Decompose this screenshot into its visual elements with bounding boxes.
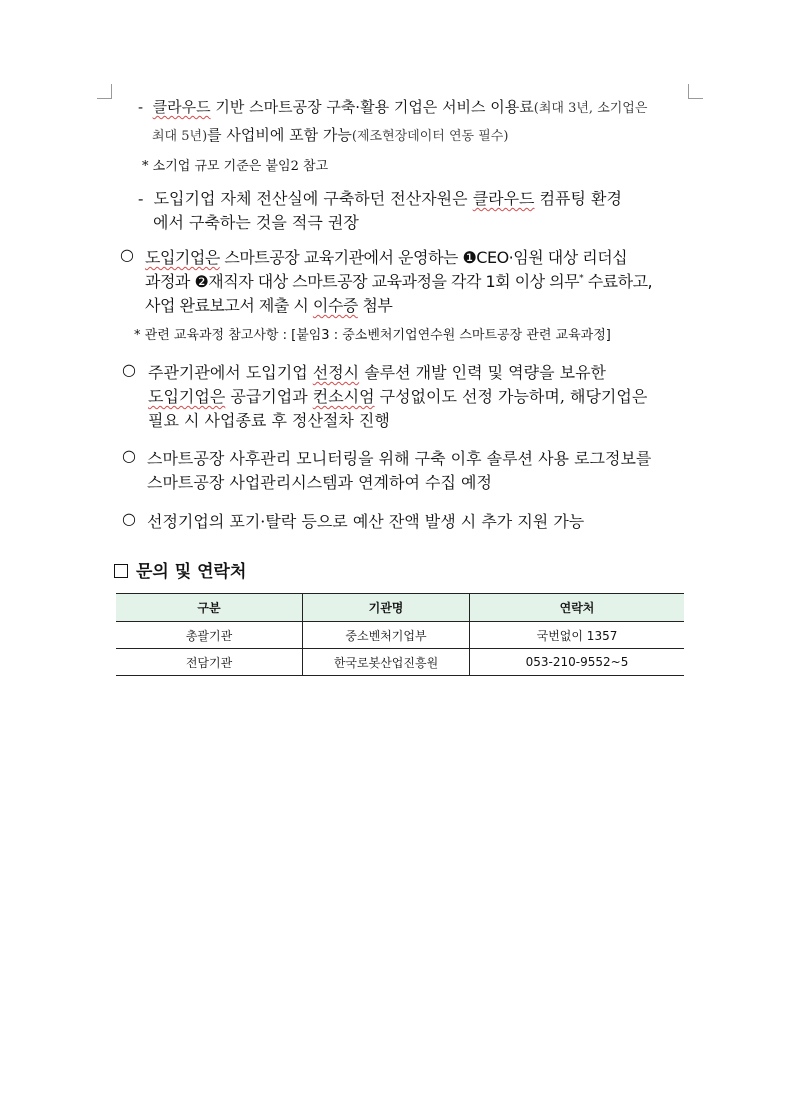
page-corner-mark-left	[97, 84, 112, 99]
table-row	[116, 622, 684, 649]
table-cell: 전담기관	[116, 649, 303, 676]
monitoring-bullet: ○	[122, 446, 136, 465]
table-cell: 한국로봇산업진흥원	[303, 649, 470, 676]
checkbox-square-icon	[114, 564, 128, 578]
monitoring-line-2: 스마트공장 사업관리시스템과 연계하여 수집 예정	[147, 473, 492, 492]
budget-bullet: ○	[122, 509, 136, 528]
host-selection-line-2: 도입기업은 공급기업과 컨소시엄 구성없이도 선정 가능하며, 해당기업은	[148, 387, 648, 406]
budget-line-1: 선정기업의 포기·탈락 등으로 예산 잔액 발생 시 추가 지원 가능	[147, 512, 585, 531]
contact-section-heading	[114, 557, 246, 582]
table-cell: 053-210-9552~5	[470, 649, 685, 676]
table-cell: 중소벤처기업부	[303, 622, 470, 649]
column-header-category: 구분	[116, 594, 303, 622]
cloud-service-fee-line-2: 최대 5년)를 사업비에 포함 가능(제조현장데이터 연동 필수)	[152, 126, 509, 144]
column-header-contact: 연락처	[470, 594, 685, 622]
table-cell: 총괄기관	[116, 622, 303, 649]
host-selection-line-3: 필요 시 사업종료 후 정산절차 진행	[148, 411, 390, 430]
cloud-recommend-line-1: - 도입기업 자체 전산실에 구축하던 전산자원은 클라우드 컴퓨팅 환경	[138, 189, 622, 208]
column-header-organization: 기관명	[303, 594, 470, 622]
education-line-2: 과정과 ❷재직자 대상 스마트공장 교육과정을 각각 1회 이상 의무* 수료하고,	[145, 272, 653, 291]
host-selection-bullet: ○	[122, 360, 136, 379]
host-selection-line-1: 주관기관에서 도입기업 선정시 솔루션 개발 인력 및 역량을 보유한	[148, 363, 607, 382]
contact-table	[116, 593, 684, 676]
small-business-note: * 소기업 규모 기준은 붙임2 참고	[142, 159, 329, 174]
monitoring-line-1: 스마트공장 사후관리 모니터링을 위해 구축 이후 솔루션 사용 로그정보를	[147, 449, 652, 468]
cloud-service-fee-line-1: - 클라우드 기반 스마트공장 구축·활용 기업은 서비스 이용료(최대 3년, 소기업은	[138, 98, 648, 116]
cloud-recommend-line-2: 에서 구축하는 것을 적극 권장	[153, 213, 359, 232]
table-header-row	[116, 594, 684, 622]
education-line-1: 도입기업은 스마트공장 교육기관에서 운영하는 ❶CEO·임원 대상 리더십	[145, 248, 628, 267]
table-cell: 국번없이 1357	[470, 622, 685, 649]
education-reference-note: * 관련 교육과정 참고사항 : [붙임3 : 중소벤처기업연수원 스마트공장 관련 교육과정]	[134, 328, 611, 343]
contact-section-title: 문의 및 연락처	[136, 562, 247, 582]
education-line-3: 사업 완료보고서 제출 시 이수증 첨부	[145, 296, 393, 315]
page-corner-mark-right	[688, 84, 703, 99]
education-bullet: ○	[120, 245, 134, 264]
table-row	[116, 649, 684, 676]
